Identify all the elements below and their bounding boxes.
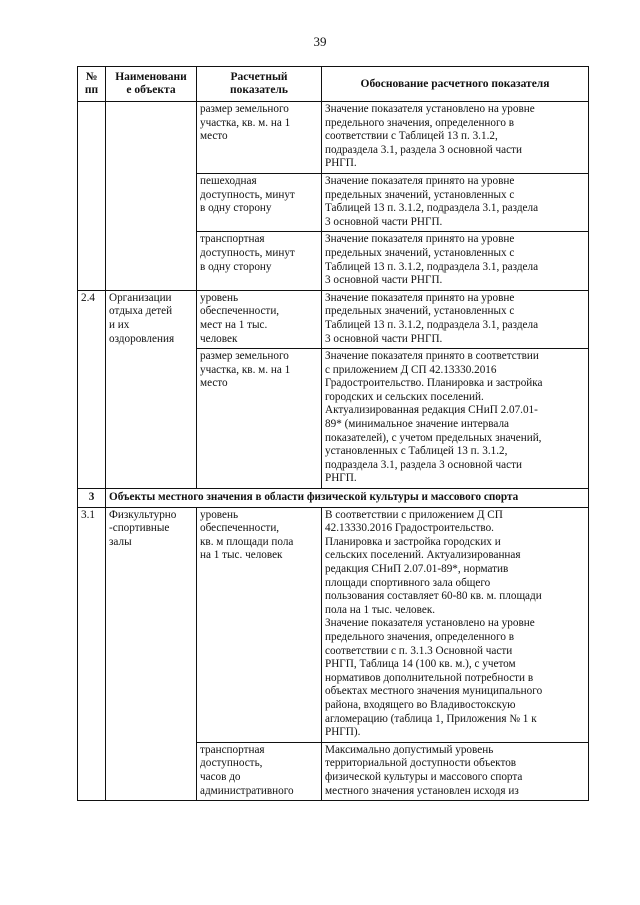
header-justification: Обоснование расчетного показателя bbox=[322, 67, 589, 102]
justification-cell: В соответствии с приложением Д СП 42.13330.2016 Градостроительство. Планировка и застройка городских и сельских поселений. Актуализированная редакция СНиП 2.07.01-89*, норматив площади спортивного зала общего пользования составляет 60-80 кв. м. площади пола на 1 тыс. человек. Значение показателя установлено на уровне предельного значения, определенного в соответствии с п. 3.1.3 Основной части РНГП, Таблица 14 (100 кв. м.), с учетом нормативов дополнительной потребности в объектах местного значения муниципального района, входящего во Владивостокскую агломерацию (таблица 1, Приложения № 1 к РНГП). bbox=[322, 507, 589, 742]
row-number-cell: 3.1 bbox=[78, 507, 106, 800]
justification-cell: Значение показателя принято на уровне предельных значений, установленных с Таблицей 13 п. 3.1.2, подраздела 3.1, раздела 3 основной части РНГП. bbox=[322, 173, 589, 231]
indicator-cell: уровень обеспеченности, кв. м площади пола на 1 тыс. человек bbox=[197, 507, 322, 742]
justification-cell: Значение показателя установлено на уровне предельного значения, определенного в соответствии с Таблицей 13 п. 3.1.2, подраздела 3.1, раздела 3 основной части РНГП. bbox=[322, 102, 589, 174]
row-number-cell bbox=[78, 102, 106, 291]
row-object-cell: Организации отдыха детей и их оздоровления bbox=[106, 290, 197, 488]
section-row bbox=[78, 489, 589, 508]
header-object-name: Наименовани е объекта bbox=[106, 67, 197, 102]
justification-cell: Значение показателя принято на уровне предельных значений, установленных с Таблицей 13 п. 3.1.2, подраздела 3.1, раздела 3 основной части РНГП. bbox=[322, 232, 589, 290]
indicator-cell: размер земельного участка, кв. м. на 1 место bbox=[197, 102, 322, 174]
justification-cell: Значение показателя принято на уровне предельных значений, установленных с Таблицей 13 п. 3.1.2, подраздела 3.1, раздела 3 основной части РНГП. bbox=[322, 290, 589, 348]
table-row bbox=[78, 507, 589, 742]
page-number: 39 bbox=[313, 34, 327, 49]
table-header-row bbox=[78, 67, 589, 102]
header-indicator: Расчетный показатель bbox=[197, 67, 322, 102]
table-row bbox=[78, 290, 589, 348]
indicator-cell: транспортная доступность, минут в одну сторону bbox=[197, 232, 322, 290]
row-number-cell: 2.4 bbox=[78, 290, 106, 488]
indicator-cell: транспортная доступность, часов до административного bbox=[197, 742, 322, 800]
table-row bbox=[78, 102, 589, 174]
indicator-cell: уровень обеспеченности, мест на 1 тыс. человек bbox=[197, 290, 322, 348]
section-number: 3 bbox=[78, 489, 106, 508]
row-object-cell: Физкультурно -спортивные залы bbox=[106, 507, 197, 800]
norms-table bbox=[77, 66, 589, 801]
indicator-cell: размер земельного участка, кв. м. на 1 место bbox=[197, 349, 322, 489]
justification-cell: Максимально допустимый уровень территориальной доступности объектов физической культуры и массового спорта местного значения установлен исходя из bbox=[322, 742, 589, 800]
justification-cell: Значение показателя принято в соответствии с приложением Д СП 42.13330.2016 Градостроительство. Планировка и застройка городских и сельских поселений. Актуализированная редакция СНиП 2.07.01- 89* (минимальное значение интервала показателей), с учетом предельных значений, установленных с Таблицей 13 п. 3.1.2, подраздела 3.1, раздела 3 основной части РНГП. bbox=[322, 349, 589, 489]
row-object-cell bbox=[106, 102, 197, 291]
indicator-cell: пешеходная доступность, минут в одну сторону bbox=[197, 173, 322, 231]
header-number: № пп bbox=[78, 67, 106, 102]
section-title: Объекты местного значения в области физической культуры и массового спорта bbox=[106, 489, 589, 508]
